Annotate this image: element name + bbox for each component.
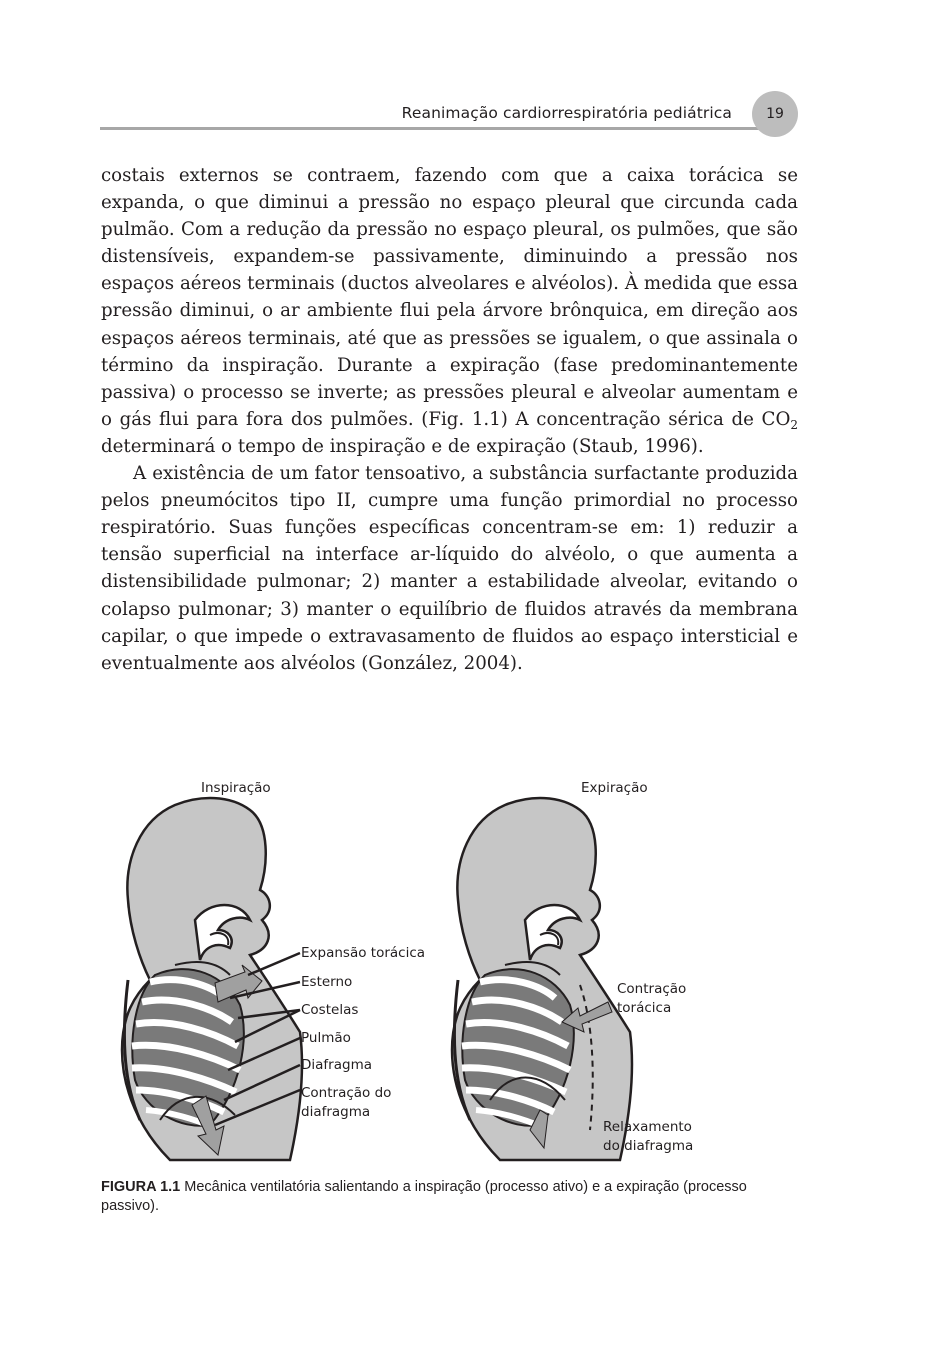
body-text (101, 162, 798, 677)
label-contracao-diafragma-1: Contração do (301, 1085, 392, 1101)
label-expansao-toracica: Expansão torácica (301, 945, 426, 961)
label-pulmao: Pulmão (301, 1030, 351, 1046)
paragraph-1-text-end: determinará o tempo de inspiração e de expiração (Staub, 1996). (101, 435, 704, 457)
inspiration-title: Inspiração (201, 780, 271, 796)
running-head (100, 96, 798, 132)
running-title: Reanimação cardiorrespiratória pediátrica (401, 104, 732, 122)
caption-text: Mecânica ventilatória salientando a inspiração (processo ativo) e a expiração (processo passivo). (101, 1179, 747, 1214)
paragraph-2: A existência de um fator tensoativo, a substância surfactante produzida pelos pneumócitos tipo II, cumpre uma função primordial no processo respiratório. Suas funções específicas concentram-se em: 1) reduzir a tensão superficial na interface ar-líquido do alvéolo, o que aumenta a distensibilidade pulmonar; 2) manter a estabilidade alveolar, evitando o colapso pulmonar; 3) manter o equilíbrio de fluidos através da membrana capilar, o que impede o extravasamento de fluidos ao espaço intersticial e eventualmente aos alvéolos (González, 2004). (101, 463, 798, 674)
header-rule (100, 127, 760, 130)
paragraph-1-text: costais externos se contraem, fazendo com que a caixa torácica se expanda, o que diminui a pressão no espaço pleural que circunda cada pulmão. Com a redução da pressão no espaço pleural, os pulmões, que são distensíveis, expandem-se passivamente, diminuindo a pressão nos espaços aéreos terminais (ductos alveolares e alvéolos). À medida que essa pressão diminui, o ar ambiente flui pela árvore brônquica, em direção aos espaços aéreos terminais, até que as pressões se igualem, o que assinala o término da inspiração. Durante a expiração (fase predominantemente passiva) o processo se inverte; as pressões pleural e alveolar aumentam e o gás flui para fora dos pulmões. (Fig. 1.1) A concentração sérica de CO (101, 165, 798, 430)
label-relaxamento-1: Relaxamento (603, 1119, 692, 1135)
paragraph-1 (101, 162, 798, 460)
expiration-figure (452, 798, 632, 1160)
co2-subscript: 2 (790, 417, 798, 432)
figure-1-1 (100, 770, 800, 1170)
label-esterno: Esterno (301, 974, 353, 990)
breathing-mechanics-illustration (100, 770, 800, 1170)
label-diafragma: Diafragma (301, 1057, 372, 1073)
expiration-title: Expiração (581, 780, 648, 796)
label-contracao-toracica-1: Contração (617, 981, 687, 997)
inspiration-figure (122, 798, 302, 1160)
label-costelas: Costelas (301, 1002, 359, 1018)
label-contracao-diafragma-2: diafragma (301, 1104, 371, 1120)
label-relaxamento-2: do diafragma (603, 1138, 694, 1154)
figure-caption (101, 1178, 798, 1216)
caption-label: FIGURA 1.1 (101, 1179, 181, 1195)
page-number: 19 (752, 91, 798, 137)
label-contracao-toracica-2: torácica (617, 1000, 672, 1016)
